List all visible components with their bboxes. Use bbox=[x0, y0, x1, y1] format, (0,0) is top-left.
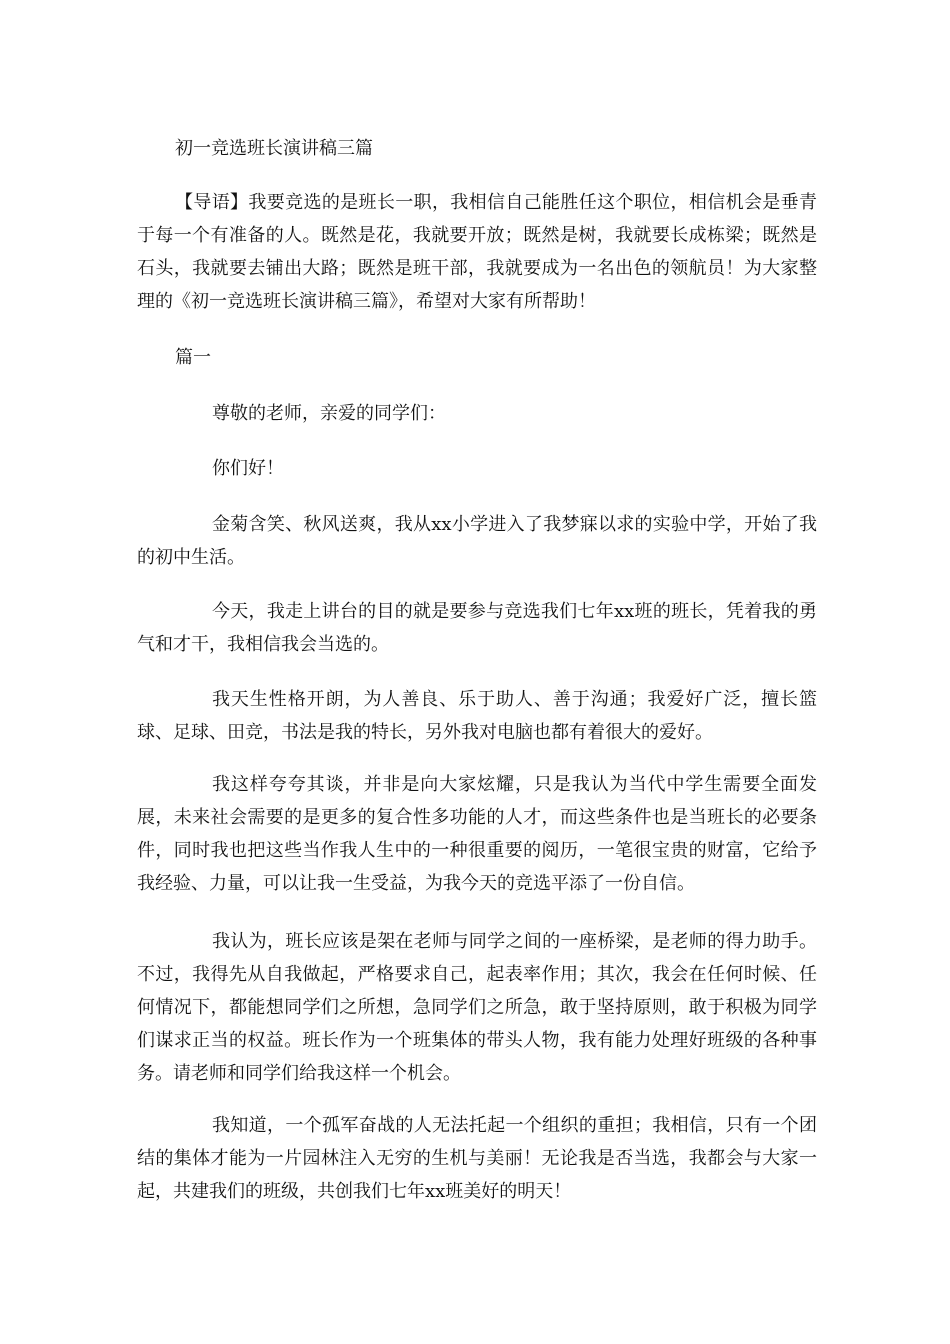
section-label: 篇一 bbox=[175, 347, 211, 368]
document-title: 初一竞选班长演讲稿三篇 bbox=[175, 138, 373, 159]
body-paragraph-5: 我认为，班长应该是架在老师与同学之间的一座桥梁，是老师的得力助手。不过，我得先从自我做起，严格要求自己，起表率作用；其次，我会在任何时候、任何情况下，都能想同学们之所想，急同学们之所急，敢于坚持原则，敢于积极为同学们谋求正当的权益。班长作为一个班集体的带头人物，我有能力处理好班级的各种事务。请老师和同学们给我这样一个机会。 bbox=[137, 931, 817, 1084]
greeting-line: 尊敬的老师，亲爱的同学们： bbox=[212, 403, 446, 424]
body-paragraph-4: 我这样夸夸其谈，并非是向大家炫耀，只是我认为当代中学生需要全面发展，未来社会需要的是更多的复合性多功能的人才，而这些条件也是当班长的必要条件，同时我也把这些当作我人生中的一种很重要的阅历，一笔很宝贵的财富，它给予我经验、力量，可以让我一生受益，为我今天的竞选平添了一份自信。 bbox=[137, 774, 817, 894]
body-paragraph-6: 我知道，一个孤军奋战的人无法托起一个组织的重担；我相信，只有一个团结的集体才能为一片园林注入无穷的生机与美丽！无论我是否当选，我都会与大家一起，共建我们的班级，共创我们七年xx班美好的明天！ bbox=[137, 1115, 817, 1202]
hello-line: 你们好！ bbox=[212, 458, 284, 479]
intro-paragraph: 【导语】我要竞选的是班长一职，我相信自己能胜任这个职位，相信机会是垂青于每一个有准备的人。既然是花，我就要开放；既然是树，我就要长成栋梁；既然是石头，我就要去铺出大路；既然是班干部，我就要成为一名出色的领航员！为大家整理的《初一竞选班长演讲稿三篇》，希望对大家有所帮助！ bbox=[137, 192, 817, 312]
body-paragraph-2: 今天，我走上讲台的目的就是要参与竞选我们七年xx班的班长，凭着我的勇气和才干，我相信我会当选的。 bbox=[137, 601, 817, 655]
body-paragraph-1: 金菊含笑、秋风送爽，我从xx小学进入了我梦寐以求的实验中学，开始了我的初中生活。 bbox=[137, 514, 817, 568]
body-paragraph-3: 我天生性格开朗，为人善良、乐于助人、善于沟通；我爱好广泛，擅长篮球、足球、田竞，书法是我的特长，另外我对电脑也都有着很大的爱好。 bbox=[137, 689, 817, 743]
